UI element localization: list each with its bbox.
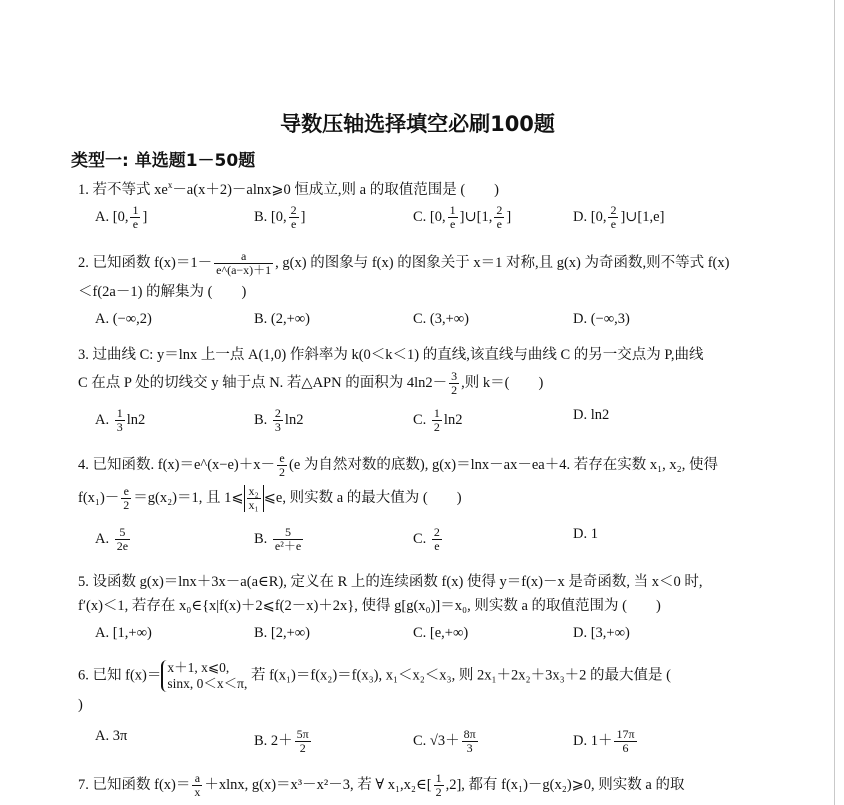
choice-a: A. $\frac{5}{2e}$ <box>95 525 129 553</box>
section-heading: 类型一: 单选题1－50题 <box>71 151 256 171</box>
choice-c: C. (3,+∞) <box>413 311 469 327</box>
question-3: 3. 过曲线 C: y＝lnx 上一点 A(1,0) 作斜率为 k(0＜k＜1) 的直线,该直线与曲线 C 的另一交点为 P,曲线 C 在点 P 处的切线交 y 轴于点 N. 若△APN 的面积为 4ln2－ $\frac{3}{2}$ ,则 k＝( ) <box>78 347 704 397</box>
choice-a: A. (−∞,2) <box>95 311 152 327</box>
choice-c: C. [0, $\frac{1}{e}$ ]∪[1, $\frac{2}{e}$ ] <box>413 203 512 231</box>
choice-b: B. [0, $\frac{2}{e}$ ] <box>254 203 306 231</box>
choice-d: D. 1 <box>573 526 598 542</box>
question-2: 2. 已知函数 f(x)＝1－ $\frac{a}{e\^{}(a-x)+1}$ , g(x) 的图象与 f(x) 的图象关于 x＝1 对称,且 g(x) 为奇函数,则不等式 f(x) ＜f(2a－1) 的解集为 ( ) <box>78 249 730 300</box>
question-6: 6. 已知 f(x)＝ x＋1, x⩽0, sinx, 0＜x＜π, 若 f(x₁)＝f(x₂)＝f(x₃), x₁＜x₂＜x₃, 则 2x₁＋2x₂＋3x₃＋2 的最大值是 ( ) <box>78 660 671 713</box>
choice-a: A. [1,+∞) <box>95 625 152 641</box>
choice-c: C. [e,+∞) <box>413 625 469 641</box>
choice-c: C. √3＋ $\frac{8\pi}{3}$ <box>413 727 476 755</box>
choice-b: B. (2,+∞) <box>254 311 310 327</box>
choice-b: B. 2＋ $\frac{5\pi}{2}$ <box>254 727 309 755</box>
choice-a: A. [0, $\frac{1}{e}$ ] <box>95 203 148 231</box>
question-5: 5. 设函数 g(x)＝lnx＋3x－a(a∈R), 定义在 R 上的连续函数 f(x) 使得 y＝f(x)－x 是奇函数, 当 x＜0 时, f′(x)＜1, 若存在 x₀∈{x|f(x)＋2⩽f(2－x)＋2x}, 使得 g[g(x₀)]＝x₀, 则实数 a 的取值范围为 ( ) <box>78 574 703 614</box>
choice-a: A. $\frac{1}{3}$ ln2 <box>95 406 146 434</box>
question-7: 7. 已知函数 f(x)＝ $\frac{a}{x}$ ＋xlnx, g(x)＝x³－x²－3, 若 ∀ x₁,x₂∈[ $\frac{1}{2}$ ,2], 都有 f(x₁)－g(x₂)⩾0, 则实数 a 的取 <box>78 771 685 799</box>
question-2-choices <box>95 311 775 341</box>
choice-c: C. $\frac{1}{2}$ ln2 <box>413 406 463 434</box>
question-6-choices <box>95 728 775 758</box>
choice-d: D. 1＋ $\frac{17\pi}{6}$ <box>573 727 635 755</box>
question-1: 1. 若不等式 $xe^x-a(x+2)-alnx⩾0$ 恒成立,则 a 的取值范围是 ( ) <box>78 180 499 198</box>
choice-d: D. (−∞,3) <box>573 311 630 327</box>
choice-d: D. ln2 <box>573 407 610 423</box>
choice-c: C. $\frac{2}{e}$ <box>413 525 440 553</box>
choice-b: B. $\frac{5}{\text{e²＋e}}$ <box>254 525 302 553</box>
choice-b: B. $\frac{2}{3}$ ln2 <box>254 406 304 434</box>
question-5-choices <box>95 625 775 655</box>
question-4: 4. 已知函数. f(x)＝e^(x−e)＋x－ $\frac{e}{2}$ (e 为自然对数的底数), g(x)＝lnx－ax－ea＋4. 若存在实数 x₁, x₂, 使得 f(x₁)－ $\frac{e}{2}$ ＝g(x₂)＝1, 且 1⩽ $\frac{\text{x₂}}{\text{x₁}}$ ⩽e, 则实数 a 的最大值为 ( ) <box>78 451 718 512</box>
question-1-choices <box>95 204 775 234</box>
choice-a: A. 3π <box>95 728 128 744</box>
page-title: 导数压轴选择填空必刷100题 <box>280 112 555 136</box>
question-4-choices <box>95 526 775 556</box>
question-3-choices <box>95 407 775 437</box>
choice-d: D. [0, $\frac{2}{e}$ ]∪[1,e] <box>573 203 665 231</box>
choice-b: B. [2,+∞) <box>254 625 310 641</box>
choice-d: D. [3,+∞) <box>573 625 630 641</box>
